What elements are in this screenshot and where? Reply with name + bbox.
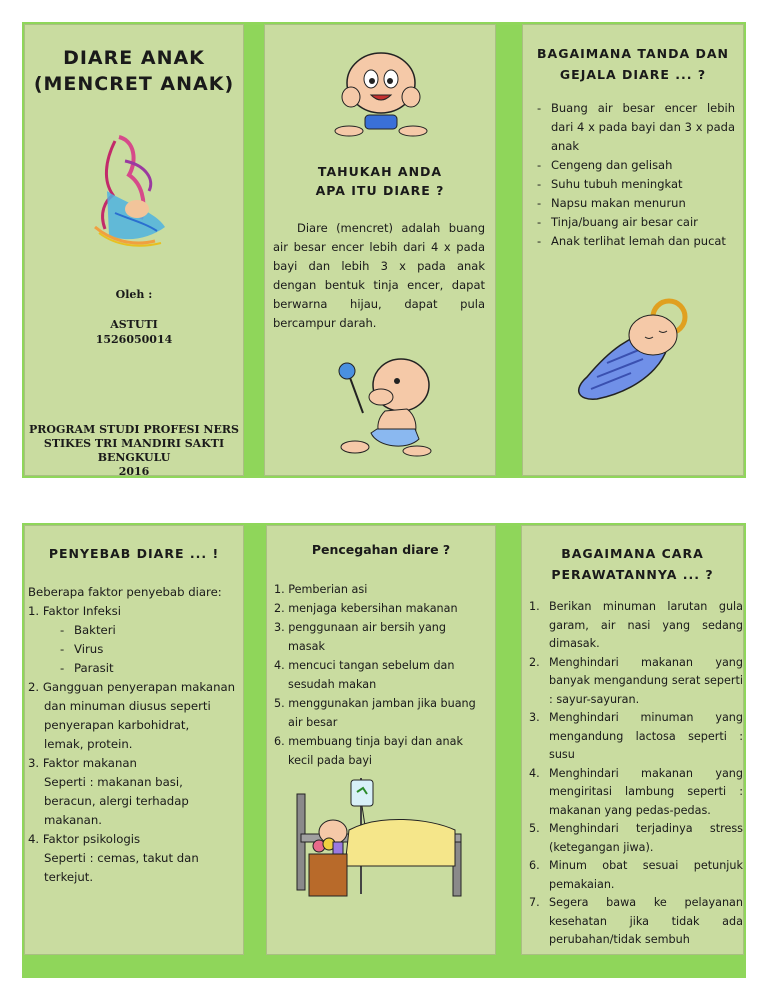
cause-psychological-line: Seperti : cemas, takut dan (44, 851, 199, 865)
list-item: 2. menjaga kebersihan makanan (274, 602, 458, 615)
prevention-panel (266, 525, 496, 955)
cause-food: 3. Faktor makanan (28, 756, 137, 770)
brochure-outside-sheet (22, 22, 746, 478)
cause-food-line: makanan. (44, 813, 102, 827)
cause-infection: 1. Faktor Infeksi (28, 604, 121, 618)
prevention-title: Pencegahan diare ? (311, 542, 451, 557)
causes-title: PENYEBAB DIARE ... ! (48, 546, 220, 561)
by-label: Oleh : (115, 288, 153, 301)
author-id: 1526050014 (95, 333, 173, 346)
causes-intro: Beberapa faktor penyebab diare: (28, 585, 222, 599)
baby-hands-face-illustration (329, 43, 433, 143)
cover-title-line2: (MENCRET ANAK) (33, 73, 235, 95)
baby-rattle-illustration (327, 355, 437, 459)
list-item: - Anak terlihat lemah dan pucat (535, 232, 735, 251)
list-item: 5. Menghindari terjadinya stress (ketegangan jiwa). (529, 822, 743, 854)
care-title-line1: BAGAIMANA CARA (561, 546, 704, 561)
cause-absorption: 2. Gangguan penyerapan makanan (28, 680, 236, 694)
care-title-line2: PERAWATANNYA ... ? (551, 567, 714, 582)
list-item: - Virus (58, 640, 244, 659)
institution-block (25, 423, 243, 475)
list-item: 1. Berikan minuman larutan gula garam, air nasi yang sedang dimasak. (529, 600, 743, 650)
list-item: 1. Pemberian asi (274, 583, 368, 596)
author-block (25, 287, 243, 347)
institution-year: 2016 (118, 465, 150, 475)
list-item: 4. Menghindari makanan yang mengiritasi lambung seperti : makanan yang pedas-pedas. (529, 766, 743, 817)
list-item: 3. penggunaan air bersih yang masak (274, 621, 447, 653)
list-item: - Suhu tubuh meningkat (535, 175, 735, 194)
signs-list (535, 99, 735, 251)
care-title (522, 543, 743, 585)
list-item: - Parasit (58, 659, 244, 678)
institution-line3: BENGKULU (97, 451, 171, 464)
list-item: - Cengeng dan gelisah (535, 156, 735, 175)
prevention-list (274, 580, 484, 770)
cause-absorption-line: dan minuman diusus seperti (44, 699, 211, 713)
author-name: ASTUTI (110, 318, 158, 331)
causes-panel (24, 525, 244, 955)
signs-title (523, 43, 743, 85)
institution-line1: PROGRAM STUDI PROFESI NERS (29, 423, 239, 436)
cover-title (25, 45, 243, 97)
definition-text: Diare (mencret) adalah buang air besar encer lebih dari 4 x pada bayi dan lebih 3 x pada anak dengan bentuk tinja encer, dapat berwarna hijau, dapat pula bercampur darah. (273, 221, 485, 330)
list-item: - Bakteri (58, 621, 244, 640)
cause-psychological-line: terkejut. (44, 870, 94, 884)
brochure-inside-sheet (22, 523, 746, 978)
list-item: 7. Segera bawa ke pelayanan kesehatan jika tidak ada perubahan/tidak sembuh (529, 896, 743, 946)
care-list (529, 598, 743, 950)
institution-line2: STIKES TRI MANDIRI SAKTI (43, 437, 225, 450)
cause-psychological: 4. Faktor psikologis (28, 832, 141, 846)
definition-panel (264, 24, 496, 476)
cover-panel (24, 24, 244, 476)
list-item: 6. membuang tinja bayi dan anak kecil pada bayi (274, 735, 463, 767)
list-item: - Tinja/buang air besar cair (535, 213, 735, 232)
cause-absorption-line: penyerapan karbohidrat, (44, 718, 190, 732)
definition-title-line1: TAHUKAH ANDA (317, 164, 443, 179)
definition-title (265, 162, 495, 200)
definition-title-line2: APA ITU DIARE ? (315, 183, 445, 198)
mother-baby-illustration (85, 131, 175, 251)
list-item: 5. menggunakan jamban jika buang air besar (274, 697, 476, 729)
cause-food-line: Seperti : makanan basi, (44, 775, 183, 789)
list-item: 3. Menghindari minuman yang mengandung lactosa seperti : susu (529, 711, 743, 761)
swaddled-baby-illustration (567, 293, 693, 405)
cause-food-line: beracun, alergi terhadap (44, 794, 189, 808)
infection-list (58, 621, 244, 678)
signs-panel (522, 24, 744, 476)
list-item: 6. Minum obat sesuai petunjuk pemakaian. (529, 859, 743, 891)
list-item: - Buang air besar encer lebih dari 4 x pada bayi dan 3 x pada anak (535, 99, 735, 156)
causes-body (28, 583, 244, 887)
signs-title-line1: BAGAIMANA TANDA DAN (537, 46, 729, 61)
list-item: 4. mencuci tangan sebelum dan sesudah makan (274, 659, 455, 691)
list-item: 2. Menghindari makanan yang banyak mengandung serat seperti : sayur-sayuran. (529, 655, 743, 706)
cause-absorption-line: lemak, protein. (44, 737, 133, 751)
list-item: - Napsu makan menurun (535, 194, 735, 213)
cover-title-line1: DIARE ANAK (63, 47, 205, 69)
signs-title-line2: GEJALA DIARE ... ? (559, 67, 707, 82)
hospital-bed-patient-illustration (289, 774, 479, 914)
care-panel (521, 525, 744, 955)
